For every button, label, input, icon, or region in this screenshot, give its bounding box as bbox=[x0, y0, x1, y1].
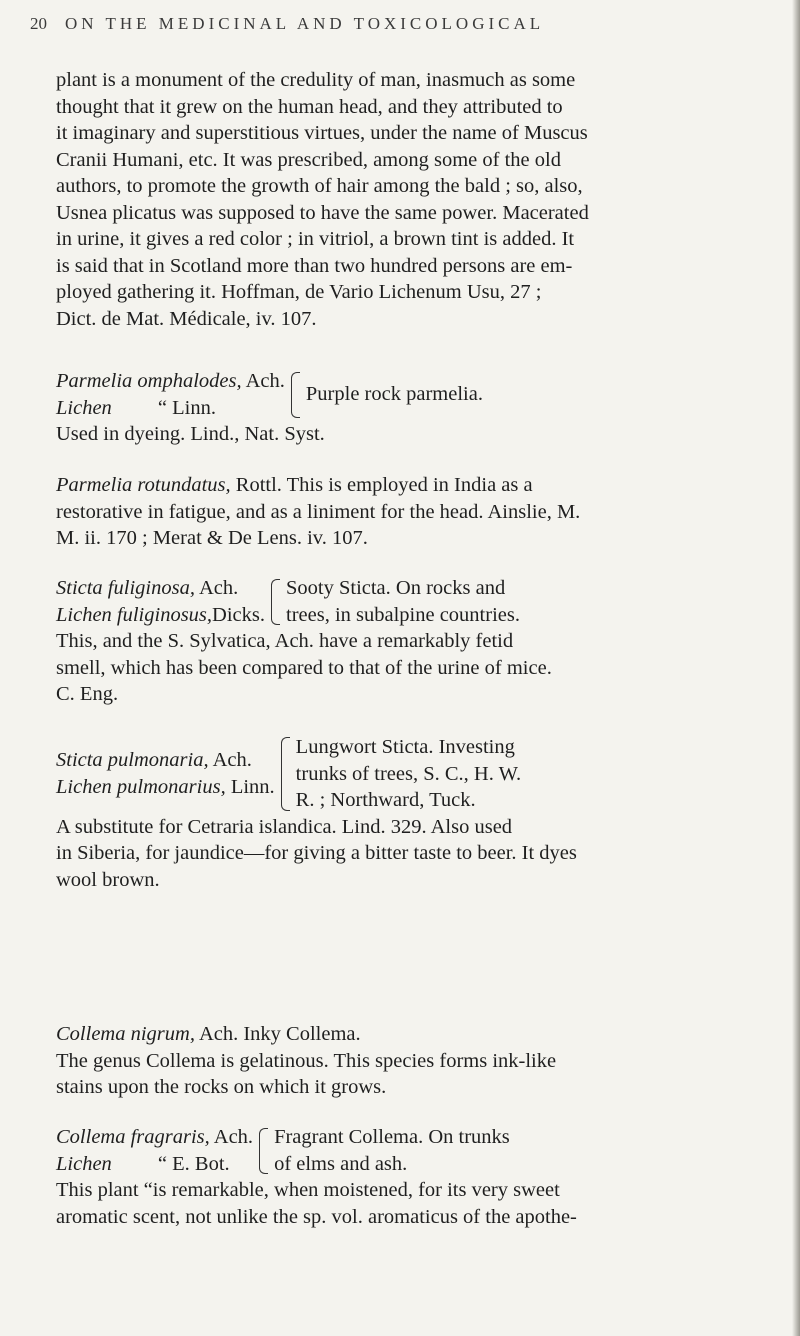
common-name: Sooty Sticta. On rocks and trees, in subalpine countries. bbox=[286, 577, 520, 626]
taxon-author: “ Linn. bbox=[157, 396, 216, 419]
taxon-name: Lichen bbox=[56, 1152, 112, 1175]
text-line: stains upon the rocks on which it grows. bbox=[56, 1076, 387, 1098]
text-line: aromatic scent, not unlike the sp. vol. aromaticus of the apothe- bbox=[56, 1205, 577, 1228]
text-line: wool brown. bbox=[56, 868, 160, 891]
text-line: thought that it grew on the human head, and they attributed to bbox=[56, 95, 563, 118]
brace-icon bbox=[291, 372, 300, 418]
entry-sticta-pulmonaria bbox=[56, 734, 764, 893]
text-line: authors, to promote the growth of hair among the bald ; so, also, bbox=[56, 175, 583, 197]
brace-icon bbox=[281, 737, 290, 811]
text-line: M. ii. 170 ; Merat & De Lens. iv. 107. bbox=[56, 527, 368, 549]
running-head bbox=[30, 14, 770, 34]
intro-paragraph bbox=[56, 67, 764, 332]
text-line: A substitute for Cetraria islandica. Lind. 329. Also used bbox=[56, 815, 513, 838]
taxon-name: Parmelia omphalodes, bbox=[56, 370, 242, 392]
text-line: plant is a monument of the credulity of man, inasmuch as some bbox=[56, 69, 576, 91]
entry-heading-text: Rottl. This is employed in India as a bbox=[230, 474, 533, 496]
text-line: Cranii Humani, etc. It was prescribed, among some of the old bbox=[56, 148, 561, 171]
text-line: is said that in Scotland more than two hundred persons are em- bbox=[56, 254, 573, 277]
taxon-author: Dicks. bbox=[212, 603, 265, 626]
text-line: Used in dyeing. Lind., Nat. Syst. bbox=[56, 423, 325, 445]
taxon-name: Lichen bbox=[56, 396, 112, 419]
text-line: This, and the S. Sylvatica, Ach. have a remarkably fetid bbox=[56, 630, 514, 652]
page-edge-shadow bbox=[792, 0, 800, 1336]
common-name: Fragrant Collema. On trunks of elms and ash. bbox=[274, 1126, 510, 1175]
taxon-name: Parmelia rotundatus, bbox=[56, 474, 231, 496]
entry-parmelia-omphalodes bbox=[56, 368, 764, 448]
text-line: in Siberia, for jaundice—for giving a bitter taste to beer. It dyes bbox=[56, 842, 577, 864]
taxon-author: “ E. Bot. bbox=[157, 1152, 230, 1175]
running-title: ON THE MEDICINAL AND TOXICOLOGICAL bbox=[65, 14, 545, 33]
text-line: smell, which has been compared to that of the urine of mice. bbox=[56, 656, 552, 679]
entry-collema-nigrum bbox=[56, 1021, 764, 1101]
common-name: Purple rock parmelia. bbox=[305, 383, 483, 406]
text-line: ployed gathering it. Hoffman, de Vario Lichenum Usu, 27 ; bbox=[56, 281, 542, 303]
text-line: it imaginary and superstitious virtues, under the name of Muscus bbox=[56, 122, 588, 144]
taxon-name: Lichen pulmonarius, bbox=[56, 775, 226, 798]
text-line: Dict. de Mat. Médicale, iv. 107. bbox=[56, 307, 317, 330]
taxon-name: Sticta fuliginosa, bbox=[56, 577, 195, 599]
entry-collema-fragraris bbox=[56, 1124, 764, 1230]
taxon-name: Sticta pulmonaria, bbox=[56, 749, 209, 772]
text-line: Usnea plicatus was supposed to have the same power. Macerated bbox=[56, 201, 589, 224]
synonym-names bbox=[56, 747, 275, 800]
taxon-author: Ach. bbox=[213, 1126, 254, 1148]
synonym-names bbox=[56, 575, 265, 628]
brace-icon bbox=[271, 579, 280, 625]
entry-parmelia-rotundatus bbox=[56, 472, 764, 552]
synonym-block bbox=[56, 1124, 764, 1177]
entry-heading-text: Ach. Inky Collema. bbox=[194, 1023, 361, 1045]
text-line: This plant “is remarkable, when moistened, for its very sweet bbox=[56, 1179, 560, 1201]
synonym-names bbox=[56, 1124, 253, 1177]
page-number: 20 bbox=[30, 14, 47, 33]
taxon-author: Ach. bbox=[212, 749, 252, 772]
taxon-name: Lichen fuliginosus, bbox=[56, 603, 213, 626]
synonym-block bbox=[56, 734, 764, 814]
taxon-name: Collema nigrum, bbox=[56, 1023, 195, 1045]
entry-sticta-fuliginosa bbox=[56, 575, 764, 708]
taxon-author: Ach. bbox=[245, 370, 285, 392]
common-name: Lungwort Sticta. Investing trunks of trees, S. C., H. W. R. ; Northward, Tuck. bbox=[295, 736, 522, 811]
synonym-names bbox=[56, 368, 285, 421]
brace-icon bbox=[259, 1128, 268, 1174]
taxon-author: Linn. bbox=[230, 775, 275, 798]
synonym-block bbox=[56, 575, 764, 628]
taxon-name: Collema fragraris, bbox=[56, 1126, 210, 1148]
text-line: in urine, it gives a red color ; in vitriol, a brown tint is added. It bbox=[56, 228, 575, 250]
text-line: C. Eng. bbox=[56, 683, 119, 705]
text-line: The genus Collema is gelatinous. This species forms ink-like bbox=[56, 1049, 557, 1072]
taxon-author: Ach. bbox=[198, 577, 239, 599]
synonym-block bbox=[56, 368, 764, 421]
text-line: restorative in fatigue, and as a liniment for the head. Ainslie, M. bbox=[56, 500, 581, 523]
